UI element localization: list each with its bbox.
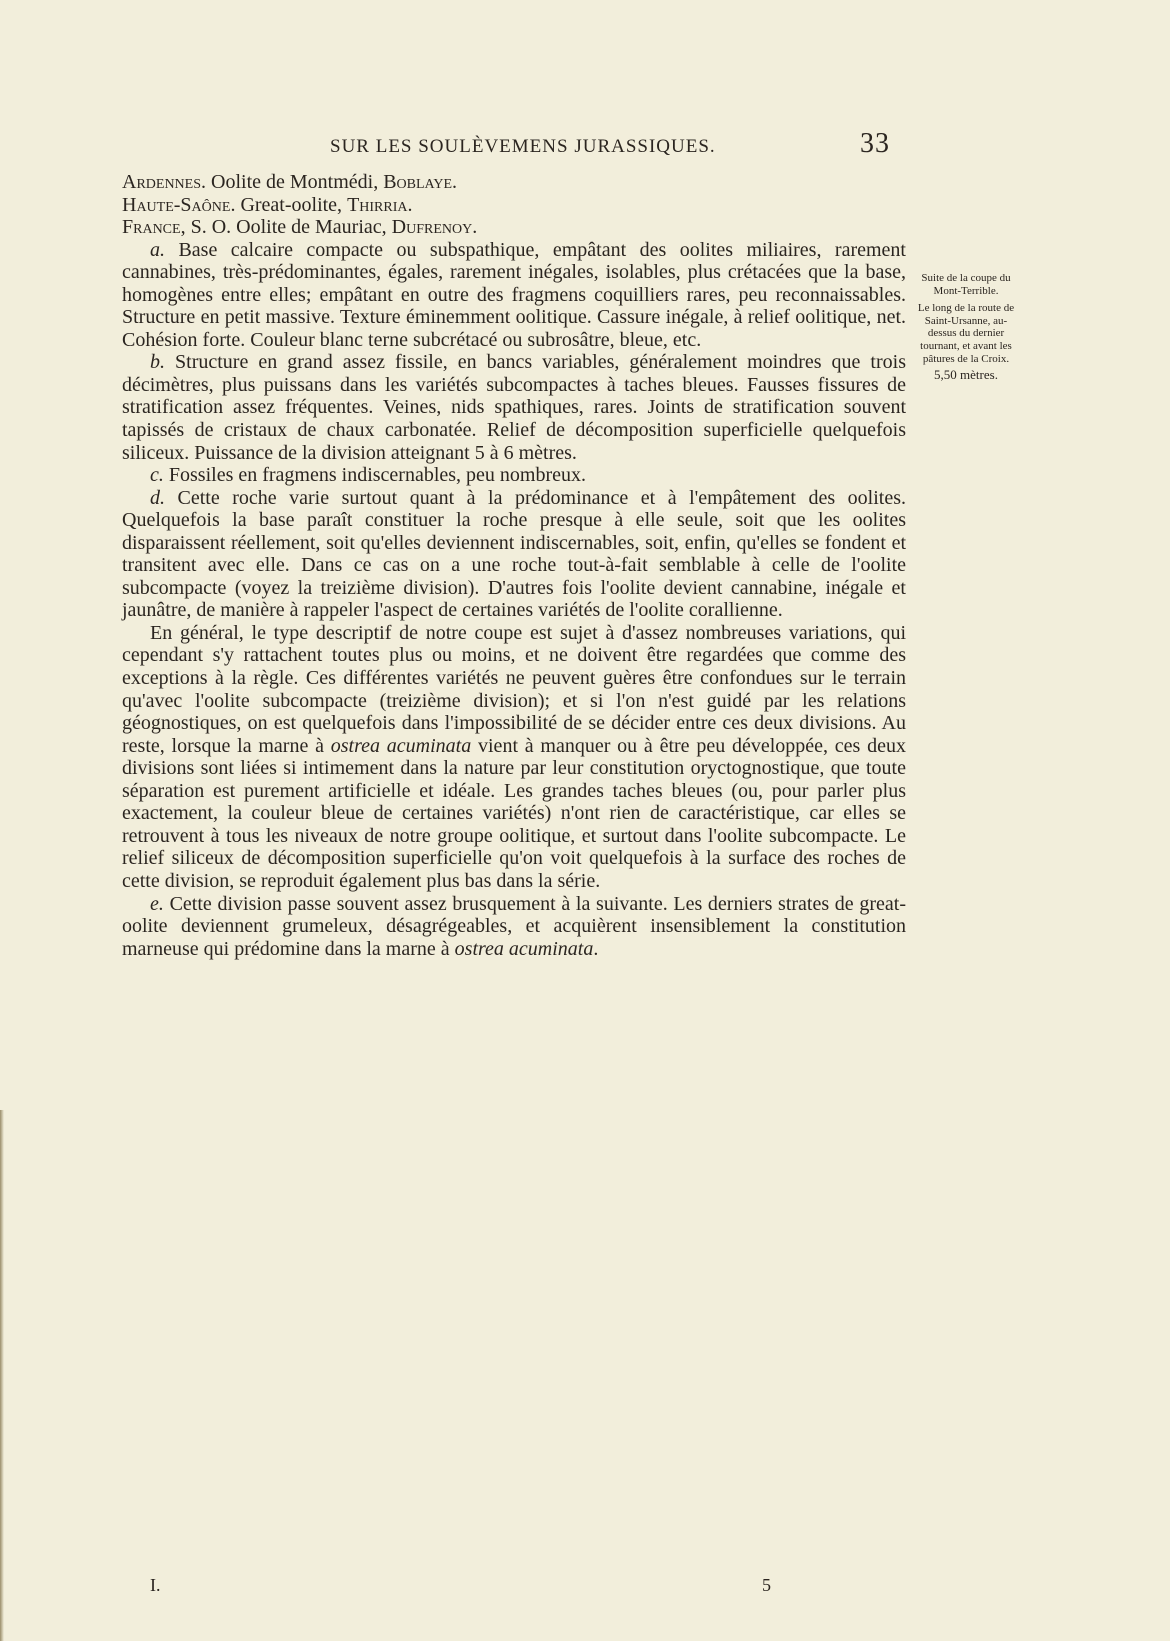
reference-line: France, S. O. Oolite de Mauriac, Dufrenoy.	[122, 216, 478, 239]
paragraph-general	[122, 622, 906, 893]
reference-text: Oolite de Montmédi,	[211, 171, 384, 193]
reference-line: Ardennes. Oolite de Montmédi, Boblaye.	[122, 171, 458, 193]
page-number: 33	[860, 128, 890, 159]
page-footer	[122, 1575, 906, 1597]
region-name: Haute-Saône	[122, 193, 231, 216]
paragraph-b	[122, 351, 906, 464]
reference-text: , S. O. Oolite de Mauriac,	[180, 216, 392, 239]
paragraph-marker: d.	[150, 486, 165, 509]
author-name: Dufrenoy	[391, 216, 473, 239]
paragraph-text: Base calcaire compacte ou subspathique, empâtant des oolites miliaires, rarement cannabines, très-prédominantes, égales, rarement inégales, isolables, plus crétacées que la base, homogènes entre elles; empâtant en outre des fragmens coquilliers rares, peu reconnaissables. Structure en petit massive. Texture éminemment oolitique. Cassure inégale, à relief oolitique, net. Cohésion forte. Couleur blanc terne subcrétacé ou subrosâtre, bleue, etc.	[122, 238, 906, 351]
region-name: France	[122, 216, 181, 239]
paragraph-end: .	[593, 937, 599, 960]
paragraph-marker: a.	[150, 238, 165, 261]
paragraph-c	[122, 464, 906, 487]
paragraph-marker: c.	[150, 464, 164, 487]
paragraph-text: Cette division passe souvent assez brusquement à la suivante. Les derniers strates de great-oolite deviennent grumeleux, désagrégeables, et acquièrent insensiblement la constitution marneuse qui prédomine dans la marne à	[122, 892, 906, 960]
margin-note-height: 5,50 mètres.	[934, 367, 998, 383]
running-title: SUR LES SOULÈVEMENS JURASSIQUES.	[330, 136, 716, 157]
margin-note-location: Le long de la route de Saint-Ursanne, au-dessus du dernier tournant, et avant les pâtures de la Croix.	[917, 302, 1015, 365]
author-name: Thirria	[347, 193, 408, 216]
paragraph-text: Structure en grand assez fissile, en bancs variables, généralement moindres que trois décimètres, plus puissans dans les variétés subcompactes à taches bleues. Fausses fissures de stratification assez fréquentes. Veines, nids spathiques, rares. Joints de stratification souvent tapissés de cristaux de chaux carbonatée. Relief de décomposition superficielle quelquefois siliceux. Puissance de la division atteignant 5 à 6 mètres.	[122, 351, 906, 464]
body-text	[122, 171, 906, 960]
signature-mark: I.	[150, 1575, 161, 1595]
paragraph-text: Cette roche varie surtout quant à la prédominance et à l'empâtement des oolites. Quelquefois la base paraît constituer la roche presque à elle seule, soit que les oolites disparaissent réellement, soit qu'elles deviennent indiscernables, soit, enfin, qu'elles se fondent et transitent avec elle. Dans ce cas on a une roche tout-à-fait semblable à celle de l'oolite subcompacte (voyez la treizième division). D'autres fois l'oolite devient cannabine, inégale et jaunâtre, de manière à rappeler l'aspect de certaines variétés de l'oolite corallienne.	[122, 486, 906, 622]
paragraph-d	[122, 487, 906, 622]
margin-note-title: Suite de la coupe du Mont-Terrible.	[921, 272, 1011, 297]
species-name: ostrea acuminata	[454, 937, 594, 960]
sheet-number: 5	[762, 1575, 771, 1595]
margin-note	[913, 272, 1019, 382]
paragraph-e	[122, 893, 906, 961]
paragraph-a	[122, 239, 906, 352]
paragraph-marker: b.	[150, 351, 165, 374]
author-name: Boblaye	[383, 171, 453, 193]
paragraph-marker: e.	[150, 892, 164, 915]
reference-line: Haute-Saône. Great-oolite, Thirria.	[122, 193, 413, 216]
paragraph-text: Fossiles en fragmens indiscernables, peu nombreux.	[163, 464, 587, 487]
region-name: Ardennes	[122, 171, 202, 193]
running-header	[330, 128, 890, 162]
paragraph-text: vient à manquer ou à être peu développée, ces deux divisions sont liées si intimement dans la nature par leur constitution oryctognostique, que toute séparation est purement artificielle et idéale. Les grandes taches bleues (ou, pour parler plus exactement, la couleur bleue de certaines variétés) n'ont rien de caractéristique, car elles se retrouvent à tous les niveaux de notre groupe oolitique, et surtout dans l'oolite subcompacte. Le relief siliceux de décomposition superficielle qu'on voit quelquefois à la surface des roches de cette division, se reproduit également plus bas dans la série.	[122, 734, 906, 892]
reference-text: Great-oolite,	[240, 193, 348, 216]
species-name: ostrea acuminata	[330, 734, 472, 757]
page-edge	[0, 1110, 4, 1641]
paragraph-text: En général, le type descriptif de notre coupe est sujet à d'assez nombreuses variations, qui cependant s'y rattachent toutes plus ou moins, et ne doivent être regardées que comme des exceptions à la règle. Ces différentes variétés ne peuvent guères être confondues sur le terrain qu'avec l'oolite subcompacte (treizième division); et si l'on n'est guidé par les relations géognostiques, on est quelquefois dans l'impossibilité de se décider entre ces deux divisions. Au reste, lorsque la marne à	[122, 621, 906, 757]
